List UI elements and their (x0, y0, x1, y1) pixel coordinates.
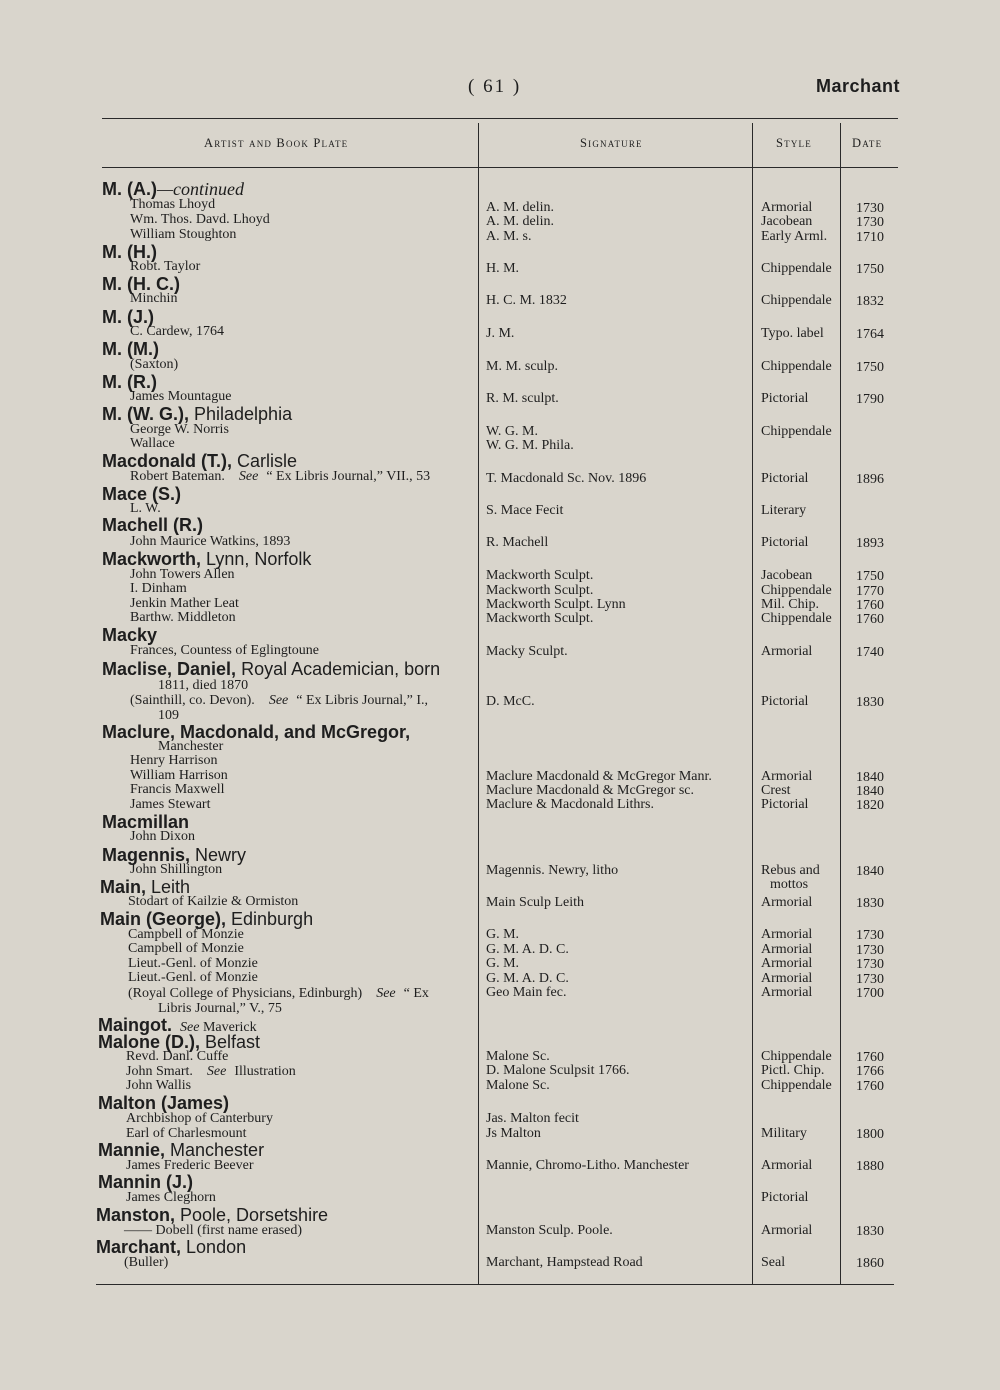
date-cell: 1790 (856, 392, 884, 407)
plate-owner: (Sainthill, co. Devon). (130, 693, 255, 708)
date-cell: 1730 (856, 957, 884, 972)
entry-heading (102, 550, 311, 568)
entry-plate (128, 987, 429, 1001)
plate-owner: Revd. Danl. Cuffe (126, 1049, 229, 1064)
date-cell: 1840 (856, 770, 884, 785)
signature-cell: Main Sculp Leith (486, 895, 584, 910)
entry-heading (98, 1094, 229, 1112)
plate-owner: Libris Journal,” V., 75 (158, 1001, 282, 1016)
plate-owner: Lieut.-Genl. of Monzie (128, 956, 258, 971)
heading-name: Magennis, (102, 845, 191, 865)
entry-plate (130, 502, 161, 516)
bottom-rule (96, 1284, 894, 1285)
see-reference: See (238, 469, 259, 484)
entry-plate (130, 260, 200, 274)
heading-location: Lynn, Norfolk (201, 549, 312, 569)
entry-plate (130, 694, 428, 708)
heading-name: M. (H. C.) (102, 274, 180, 294)
plate-owner: John Towers Allen (130, 567, 235, 582)
entry-heading (102, 516, 203, 534)
date-cell: 1750 (856, 262, 884, 277)
entry-plate (128, 971, 258, 985)
date-cell: 1760 (856, 612, 884, 627)
date-cell: 1760 (856, 1050, 884, 1065)
entry-plate (126, 1112, 273, 1126)
plate-owner: Archbishop of Canterbury (126, 1111, 273, 1126)
style-cell: Jacobean (761, 214, 813, 229)
date-cell: 1830 (856, 1224, 884, 1239)
signature-cell: Marchant, Hampstead Road (486, 1255, 643, 1270)
style-cell: Crest (761, 783, 791, 798)
entry-plate (130, 213, 270, 227)
signature-cell: H. C. M. 1832 (486, 293, 567, 308)
heading-name: M. (R.) (102, 372, 157, 392)
col-divider-signature (478, 123, 479, 1284)
entry-heading (102, 452, 297, 470)
plate-owner: Manchester (158, 739, 224, 754)
col-divider-date (840, 123, 841, 1284)
entry-plate (158, 740, 223, 754)
date-cell: 1840 (856, 784, 884, 799)
plate-owner: John Smart. (126, 1064, 193, 1079)
entry-heading (102, 405, 292, 423)
heading-name: Malone (D.), (98, 1032, 200, 1052)
plate-owner: Wallace (130, 436, 175, 451)
style-cell: Chippendale (761, 611, 832, 626)
style-cell: Jacobean (761, 568, 813, 583)
heading-name: Marchant, (96, 1237, 182, 1257)
plate-owner: John Maurice Watkins, 1893 (130, 534, 291, 549)
reference-citation: “ Ex Libris Journal,” I., (296, 693, 429, 708)
see-reference: See (180, 1020, 200, 1035)
entry-plate (126, 1065, 296, 1079)
date-cell: 1766 (856, 1064, 884, 1079)
signature-cell: Malone Sc. (486, 1078, 550, 1093)
entry-plate (130, 325, 224, 339)
signature-cell: Mackworth Sculpt. (486, 611, 594, 626)
entry-heading (102, 340, 159, 358)
entry-plate (130, 358, 178, 372)
heading-location: Royal Academician, born (236, 659, 441, 679)
heading-name: Machell (R.) (102, 515, 204, 535)
plate-owner: Earl of Charlesmount (126, 1126, 247, 1141)
heading-name: Mace (S.) (102, 484, 182, 504)
heading-name: Mannin (J.) (98, 1172, 193, 1192)
heading-location: Belfast (200, 1032, 261, 1052)
signature-cell: J. M. (486, 326, 515, 341)
plate-owner: James Frederic Beever (126, 1158, 254, 1173)
heading-name: Maclure, Macdonald, and McGregor, (102, 722, 411, 742)
date-cell: 1700 (856, 986, 884, 1001)
heading-name: Malton (James) (98, 1093, 230, 1113)
plate-owner: I. Dinham (130, 581, 187, 596)
style-cell: Armorial (761, 644, 813, 659)
plate-owner: William Stoughton (130, 227, 237, 242)
entry-plate (124, 1256, 168, 1270)
reference-citation: “ Ex Libris Journal,” VII., 53 (266, 469, 431, 484)
signature-cell: Mackworth Sculpt. Lynn (486, 597, 626, 612)
heading-name: M. (M.) (102, 339, 159, 359)
style-cell: Military (761, 1126, 807, 1141)
plate-owner: Lieut.-Genl. of Monzie (128, 970, 258, 985)
style-cell: Chippendale (761, 261, 832, 276)
heading-name: Main, (100, 877, 147, 897)
plate-owner: Campbell of Monzie (128, 941, 244, 956)
page-number: ( 61 ) (468, 76, 522, 97)
plate-owner: 109 (158, 708, 179, 723)
entry-plate (130, 798, 210, 812)
plate-owner: Robert Bateman. (130, 469, 225, 484)
style-cell: Armorial (761, 1158, 813, 1173)
style-cell: Typo. label (761, 326, 824, 341)
date-cell: 1740 (856, 645, 884, 660)
top-rule (102, 118, 898, 119)
date-cell: 1832 (856, 294, 884, 309)
date-cell: 1893 (856, 536, 884, 551)
entry-plate (128, 957, 258, 971)
date-cell: 1730 (856, 215, 884, 230)
style-cell: Pictorial (761, 535, 809, 550)
column-header-style: Style (776, 136, 812, 150)
signature-cell: D. Malone Sculpsit 1766. (486, 1063, 630, 1078)
heading-location: London (181, 1237, 247, 1257)
entry-plate (128, 928, 244, 942)
date-cell: 1730 (856, 201, 884, 216)
heading-location: Edinburgh (226, 909, 314, 929)
style-cell: Mil. Chip. (761, 597, 819, 612)
signature-cell: R. M. sculpt. (486, 391, 559, 406)
entry-heading (96, 1238, 246, 1256)
heading-location: Manchester (165, 1140, 265, 1160)
signature-cell: G. M. A. D. C. (486, 942, 569, 957)
entry-plate (128, 895, 298, 909)
entry-plate (158, 679, 248, 693)
date-cell: 1830 (856, 695, 884, 710)
style-cell: Seal (761, 1255, 786, 1270)
plate-owner: Barthw. Middleton (130, 610, 236, 625)
date-cell: 1840 (856, 864, 884, 879)
heading-location: Leith (146, 877, 191, 897)
entry-plate (130, 769, 228, 783)
date-cell: 1820 (856, 798, 884, 813)
signature-cell: M. M. sculp. (486, 359, 558, 374)
signature-cell: Js Malton (486, 1126, 541, 1141)
style-cell: Armorial (761, 942, 813, 957)
plate-owner: George W. Norris (130, 422, 229, 437)
see-reference: See (206, 1064, 227, 1079)
signature-cell: Geo Main fec. (486, 985, 567, 1000)
entry-plate (130, 423, 229, 437)
heading-location: Poole, Dorsetshire (175, 1205, 329, 1225)
see-reference: See (376, 986, 396, 1001)
style-cell: mottos (770, 877, 809, 892)
plate-owner: John Dixon (130, 829, 195, 844)
entry-plate (126, 1159, 254, 1173)
heading-name: Main (George), (100, 909, 227, 929)
date-cell: 1896 (856, 472, 884, 487)
signature-cell: W. G. M. Phila. (486, 438, 574, 453)
style-cell: Armorial (761, 927, 813, 942)
plate-owner: (Royal College of Physicians, Edinburgh) (128, 986, 363, 1001)
plate-owner: Minchin (130, 291, 178, 306)
date-cell: 1770 (856, 584, 884, 599)
signature-cell: Maclure Macdonald & McGregor sc. (486, 783, 694, 798)
plate-owner: C. Cardew, 1764 (130, 324, 224, 339)
entry-plate (130, 535, 290, 549)
heading-name: Macky (102, 625, 158, 645)
heading-name: M. (J.) (102, 307, 154, 327)
plate-owner: (Saxton) (130, 357, 179, 372)
entry-plate (130, 198, 215, 212)
signature-cell: Mackworth Sculpt. (486, 583, 594, 598)
heading-location: Newry (190, 845, 247, 865)
signature-cell: Jas. Malton fecit (486, 1111, 579, 1126)
style-cell: Early Arml. (761, 229, 828, 244)
style-cell: Armorial (761, 769, 813, 784)
entry-plate (130, 292, 177, 306)
entry-heading (100, 910, 313, 928)
signature-cell: H. M. (486, 261, 520, 276)
style-cell: Pictorial (761, 1190, 809, 1205)
entry-plate (158, 1002, 282, 1016)
see-reference: See (268, 693, 289, 708)
entry-plate (126, 1050, 228, 1064)
signature-cell: Maclure & Macdonald Lithrs. (486, 797, 654, 812)
plate-owner: William Harrison (130, 768, 228, 783)
heading-location: Philadelphia (189, 404, 293, 424)
entry-plate (130, 437, 175, 451)
style-cell: Pictorial (761, 471, 809, 486)
date-cell: 1730 (856, 972, 884, 987)
date-cell: 1710 (856, 230, 884, 245)
heading-name: M. (A.) (102, 179, 157, 199)
entry-plate (130, 597, 239, 611)
running-title: Marchant (815, 76, 900, 96)
signature-cell: D. McC. (486, 694, 535, 709)
signature-cell: G. M. A. D. C. (486, 971, 569, 986)
date-cell: 1750 (856, 569, 884, 584)
plate-owner: Wm. Thos. Davd. Lhoyd (130, 212, 270, 227)
plate-owner: L. W. (130, 501, 161, 516)
plate-owner: Thomas Lhoyd (130, 197, 216, 212)
signature-cell: S. Mace Fecit (486, 503, 564, 518)
plate-owner: Stodart of Kailzie & Ormiston (128, 894, 299, 909)
entry-plate (130, 470, 430, 484)
reference-citation: Illustration (234, 1064, 296, 1079)
plate-owner: John Wallis (126, 1078, 192, 1093)
entry-plate (130, 863, 222, 877)
heading-name: Manston, (96, 1205, 175, 1225)
entry-plate (130, 568, 235, 582)
entry-plate (130, 783, 224, 797)
column-header-signature: Signature (580, 136, 643, 150)
entry-plate (126, 1191, 216, 1205)
plate-owner: James Stewart (130, 797, 211, 812)
heading-location: Carlisle (232, 451, 298, 471)
style-cell: Literary (761, 503, 807, 518)
date-cell: 1764 (856, 327, 884, 342)
entry-heading (98, 1141, 264, 1159)
plate-owner: —— Dobell (first name erased) (124, 1223, 303, 1238)
entry-heading (102, 180, 244, 198)
signature-cell: G. M. (486, 956, 520, 971)
date-cell: 1760 (856, 1079, 884, 1094)
style-cell: Armorial (761, 971, 813, 986)
style-cell: Armorial (761, 200, 813, 215)
signature-cell: G. M. (486, 927, 520, 942)
style-cell: Chippendale (761, 293, 832, 308)
signature-cell: T. Macdonald Sc. Nov. 1896 (486, 471, 647, 486)
heading-name: M. (W. G.), (102, 404, 189, 424)
signature-cell: W. G. M. (486, 424, 538, 439)
date-cell: 1830 (856, 896, 884, 911)
date-cell: 1750 (856, 360, 884, 375)
header-bottom-rule (102, 167, 898, 168)
entry-plate (158, 709, 179, 723)
signature-cell: A. M. s. (486, 229, 532, 244)
heading-name: Mackworth, (102, 549, 202, 569)
signature-cell: Magennis. Newry, litho (486, 863, 619, 878)
style-cell: Pictl. Chip. (761, 1063, 825, 1078)
column-header-artist: Artist and Book Plate (204, 136, 349, 150)
plate-owner: John Shillington (130, 862, 223, 877)
column-header-date: Date (852, 136, 883, 150)
heading-continued: —continued (156, 179, 244, 199)
heading-name: Macmillan (102, 812, 190, 832)
signature-cell: Mackworth Sculpt. (486, 568, 594, 583)
heading-name: M. (H.) (102, 242, 157, 262)
plate-owner: Campbell of Monzie (128, 927, 244, 942)
date-cell: 1860 (856, 1256, 884, 1271)
entry-plate (130, 228, 236, 242)
entry-plate (130, 582, 187, 596)
signature-cell: Malone Sc. (486, 1049, 550, 1064)
signature-cell: Maclure Macdonald & McGregor Manr. (486, 769, 712, 784)
signature-cell: A. M. delin. (486, 200, 555, 215)
entry-plate (124, 1224, 302, 1238)
plate-owner: James Cleghorn (126, 1190, 216, 1205)
entry-heading (102, 723, 410, 741)
heading-name: Maclise, Daniel, (102, 659, 237, 679)
style-cell: Chippendale (761, 583, 832, 598)
plate-owner: James Mountague (130, 389, 232, 404)
plate-owner: 1811, died 1870 (158, 678, 249, 693)
entry-plate (130, 830, 195, 844)
plate-owner: Jenkin Mather Leat (130, 596, 239, 611)
style-cell: Chippendale (761, 1078, 832, 1093)
entry-heading (102, 660, 440, 678)
entry-plate (130, 611, 236, 625)
date-cell: 1760 (856, 598, 884, 613)
entry-plate (130, 754, 217, 768)
plate-owner: Frances, Countess of Eglingtoune (130, 643, 319, 658)
style-cell: Armorial (761, 1223, 813, 1238)
style-cell: Armorial (761, 956, 813, 971)
style-cell: Pictorial (761, 391, 809, 406)
reference-citation: “ Ex (403, 986, 429, 1001)
entry-heading (98, 1173, 193, 1191)
heading-name: Macdonald (T.), (102, 451, 232, 471)
plate-owner: Henry Harrison (130, 753, 218, 768)
date-cell: 1730 (856, 928, 884, 943)
see-target: Maverick (199, 1020, 257, 1035)
signature-cell: A. M. delin. (486, 214, 555, 229)
style-cell: Chippendale (761, 424, 832, 439)
entry-heading (96, 1206, 328, 1224)
style-cell: Armorial (761, 895, 813, 910)
signature-cell: R. Machell (486, 535, 549, 550)
style-cell: Pictorial (761, 797, 809, 812)
entry-plate (126, 1079, 191, 1093)
signature-cell: Mannie, Chromo-Litho. Manchester (486, 1158, 689, 1173)
heading-name: Maingot. (98, 1015, 172, 1035)
style-cell: Armorial (761, 985, 813, 1000)
entry-plate (126, 1127, 247, 1141)
style-cell: Chippendale (761, 359, 832, 374)
date-cell: 1800 (856, 1127, 884, 1142)
style-cell: Rebus and (761, 863, 820, 878)
plate-owner: Francis Maxwell (130, 782, 225, 797)
entry-plate (128, 942, 244, 956)
plate-owner: Robt. Taylor (130, 259, 201, 274)
style-cell: Chippendale (761, 1049, 832, 1064)
heading-name: Mannie, (98, 1140, 166, 1160)
entry-plate (130, 644, 319, 658)
date-cell: 1880 (856, 1159, 884, 1174)
entry-plate (130, 390, 231, 404)
style-cell: Pictorial (761, 694, 809, 709)
col-divider-style (752, 123, 753, 1284)
plate-owner: (Buller) (124, 1255, 169, 1270)
signature-cell: Manston Sculp. Poole. (486, 1223, 613, 1238)
entry-heading (102, 626, 157, 644)
signature-cell: Macky Sculpt. (486, 644, 568, 659)
date-cell: 1730 (856, 943, 884, 958)
